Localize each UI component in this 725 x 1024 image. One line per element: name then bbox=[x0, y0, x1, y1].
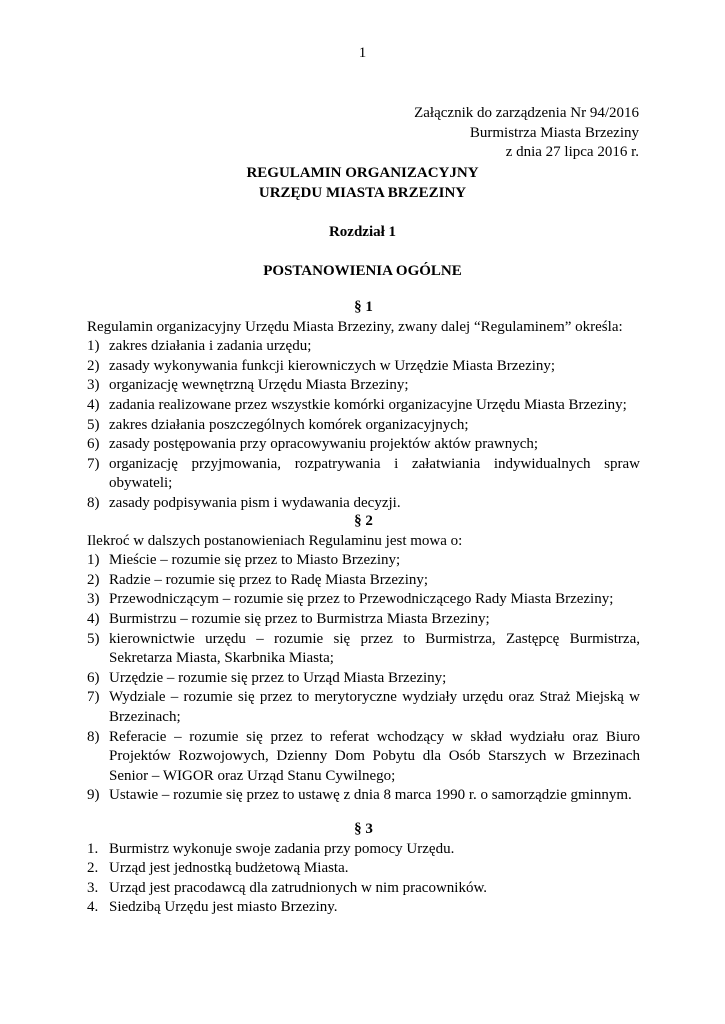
list-item bbox=[87, 435, 640, 455]
list-item bbox=[87, 610, 640, 630]
list-text: zasady wykonywania funkcji kierowniczych w Urzędzie Miasta Brzeziny; bbox=[109, 357, 556, 374]
list-number: 3. bbox=[87, 879, 99, 896]
section-sign: § 1 bbox=[354, 299, 373, 315]
chapter-title: POSTANOWIENIA OGÓLNE bbox=[263, 263, 462, 279]
list-text: Urząd jest pracodawcą dla zatrudnionych w nim pracowników. bbox=[109, 879, 488, 896]
chapter-heading: Rozdział 1 bbox=[328, 224, 397, 240]
list-text: Siedzibą Urzędu jest miasto Brzeziny. bbox=[109, 899, 338, 916]
list-text: Przewodniczącym – rozumie się przez to Przewodniczącego Rady Miasta Brzeziny; bbox=[109, 591, 614, 608]
list-text: Urząd jest jednostką budżetową Miasta. bbox=[109, 860, 349, 877]
list-item bbox=[87, 396, 640, 416]
list-item bbox=[87, 669, 640, 689]
list-item bbox=[87, 630, 640, 669]
list-number: 2) bbox=[87, 357, 100, 374]
list-text: zakres działania i zadania urzędu; bbox=[109, 338, 312, 355]
section-2 bbox=[87, 512, 640, 806]
list-text: zasady podpisywania pism i wydawania decyzji. bbox=[109, 494, 401, 511]
list-number: 8) bbox=[87, 728, 100, 745]
list-number: 8) bbox=[87, 494, 100, 511]
list-item bbox=[87, 357, 640, 377]
list-text: Burmistrz wykonuje swoje zadania przy pomocy Urzędu. bbox=[109, 840, 455, 857]
list-number: 2) bbox=[87, 571, 100, 588]
section-list bbox=[87, 337, 640, 513]
title-line-1: REGULAMIN ORGANIZACYJNY bbox=[246, 165, 479, 181]
section-list bbox=[87, 551, 640, 806]
list-number: 4. bbox=[87, 899, 99, 916]
list-number: 1) bbox=[87, 552, 100, 569]
list-number: 7) bbox=[87, 689, 100, 706]
list-text: Referacie – rozumie się przez to referat wchodzący w skład wydziału oraz Biuro Projektów Rozwojowych, Dzienny Dom Pobytu dla Osób Starszych w Brzezinach Senior – WIGOR oraz Urząd Stanu Cywilnego; bbox=[109, 728, 640, 784]
section-sign: § 3 bbox=[354, 821, 373, 837]
list-item bbox=[87, 590, 640, 610]
list-number: 4) bbox=[87, 396, 100, 413]
list-text: zadania realizowane przez wszystkie komórki organizacyjne Urzędu Miasta Brzeziny; bbox=[109, 396, 627, 413]
annex-line-2: Burmistrza Miasta Brzeziny bbox=[469, 124, 639, 141]
list-text: kierownictwie urzędu – rozumie się przez to Burmistrza, Zastępcę Burmistrza, Sekretarza Miasta, Skarbnika Miasta; bbox=[109, 630, 640, 667]
section-intro: Ilekroć w dalszych postanowieniach Regulaminu jest mowa o: bbox=[87, 532, 463, 549]
list-number: 9) bbox=[87, 787, 100, 804]
list-item bbox=[87, 786, 640, 806]
list-number: 5) bbox=[87, 416, 100, 433]
section-3 bbox=[87, 820, 640, 918]
list-item bbox=[87, 494, 640, 514]
list-item bbox=[87, 688, 640, 727]
list-text: Urzędzie – rozumie się przez to Urząd Miasta Brzeziny; bbox=[109, 669, 447, 686]
list-text: Radzie – rozumie się przez to Radę Miasta Brzeziny; bbox=[109, 571, 429, 588]
section-intro: Regulamin organizacyjny Urzędu Miasta Brzeziny, zwany dalej “Regulaminem” określa: bbox=[87, 318, 623, 335]
list-item bbox=[87, 898, 640, 918]
list-text: organizację wewnętrzną Urzędu Miasta Brzeziny; bbox=[109, 377, 409, 394]
list-item bbox=[87, 879, 640, 899]
list-item bbox=[87, 337, 640, 357]
list-text: zasady postępowania przy opracowywaniu projektów aktów prawnych; bbox=[109, 436, 539, 453]
list-item bbox=[87, 859, 640, 879]
list-item bbox=[87, 455, 640, 494]
page-number: 1 bbox=[358, 45, 367, 61]
document-title bbox=[0, 164, 725, 203]
list-number: 1. bbox=[87, 840, 99, 857]
list-number: 3) bbox=[87, 591, 100, 608]
list-number: 3) bbox=[87, 377, 100, 394]
list-text: Ustawie – rozumie się przez to ustawę z dnia 8 marca 1990 r. o samorządzie gminnym. bbox=[109, 787, 632, 804]
list-text: organizację przyjmowania, rozpatrywania i załatwiania indywidualnych spraw obywateli; bbox=[109, 455, 640, 492]
list-item bbox=[87, 416, 640, 436]
list-item bbox=[87, 728, 640, 787]
annex-line-3: z dnia 27 lipca 2016 r. bbox=[505, 144, 639, 161]
section-list bbox=[87, 840, 640, 918]
list-text: Wydziale – rozumie się przez to merytoryczne wydziały urzędu oraz Straż Miejską w Brzezinach; bbox=[109, 689, 640, 725]
section-sign: § 2 bbox=[354, 513, 373, 529]
list-number: 7) bbox=[87, 455, 100, 472]
annex-line-1: Załącznik do zarządzenia Nr 94/2016 bbox=[414, 105, 639, 121]
list-item bbox=[87, 376, 640, 396]
title-line-2: URZĘDU MIASTA BRZEZINY bbox=[258, 184, 467, 201]
list-number: 5) bbox=[87, 630, 100, 647]
section-1 bbox=[87, 298, 640, 514]
list-number: 4) bbox=[87, 610, 100, 627]
list-number: 6) bbox=[87, 669, 100, 686]
list-item bbox=[87, 571, 640, 591]
list-number: 1) bbox=[87, 338, 100, 355]
list-item bbox=[87, 840, 640, 860]
list-text: zakres działania poszczególnych komórek organizacyjnych; bbox=[109, 416, 469, 433]
list-text: Burmistrzu – rozumie się przez to Burmistrza Miasta Brzeziny; bbox=[109, 610, 490, 627]
list-number: 6) bbox=[87, 436, 100, 453]
list-text: Mieście – rozumie się przez to Miasto Brzeziny; bbox=[109, 552, 401, 569]
annex-note bbox=[414, 104, 639, 163]
list-item bbox=[87, 551, 640, 571]
list-number: 2. bbox=[87, 860, 99, 877]
